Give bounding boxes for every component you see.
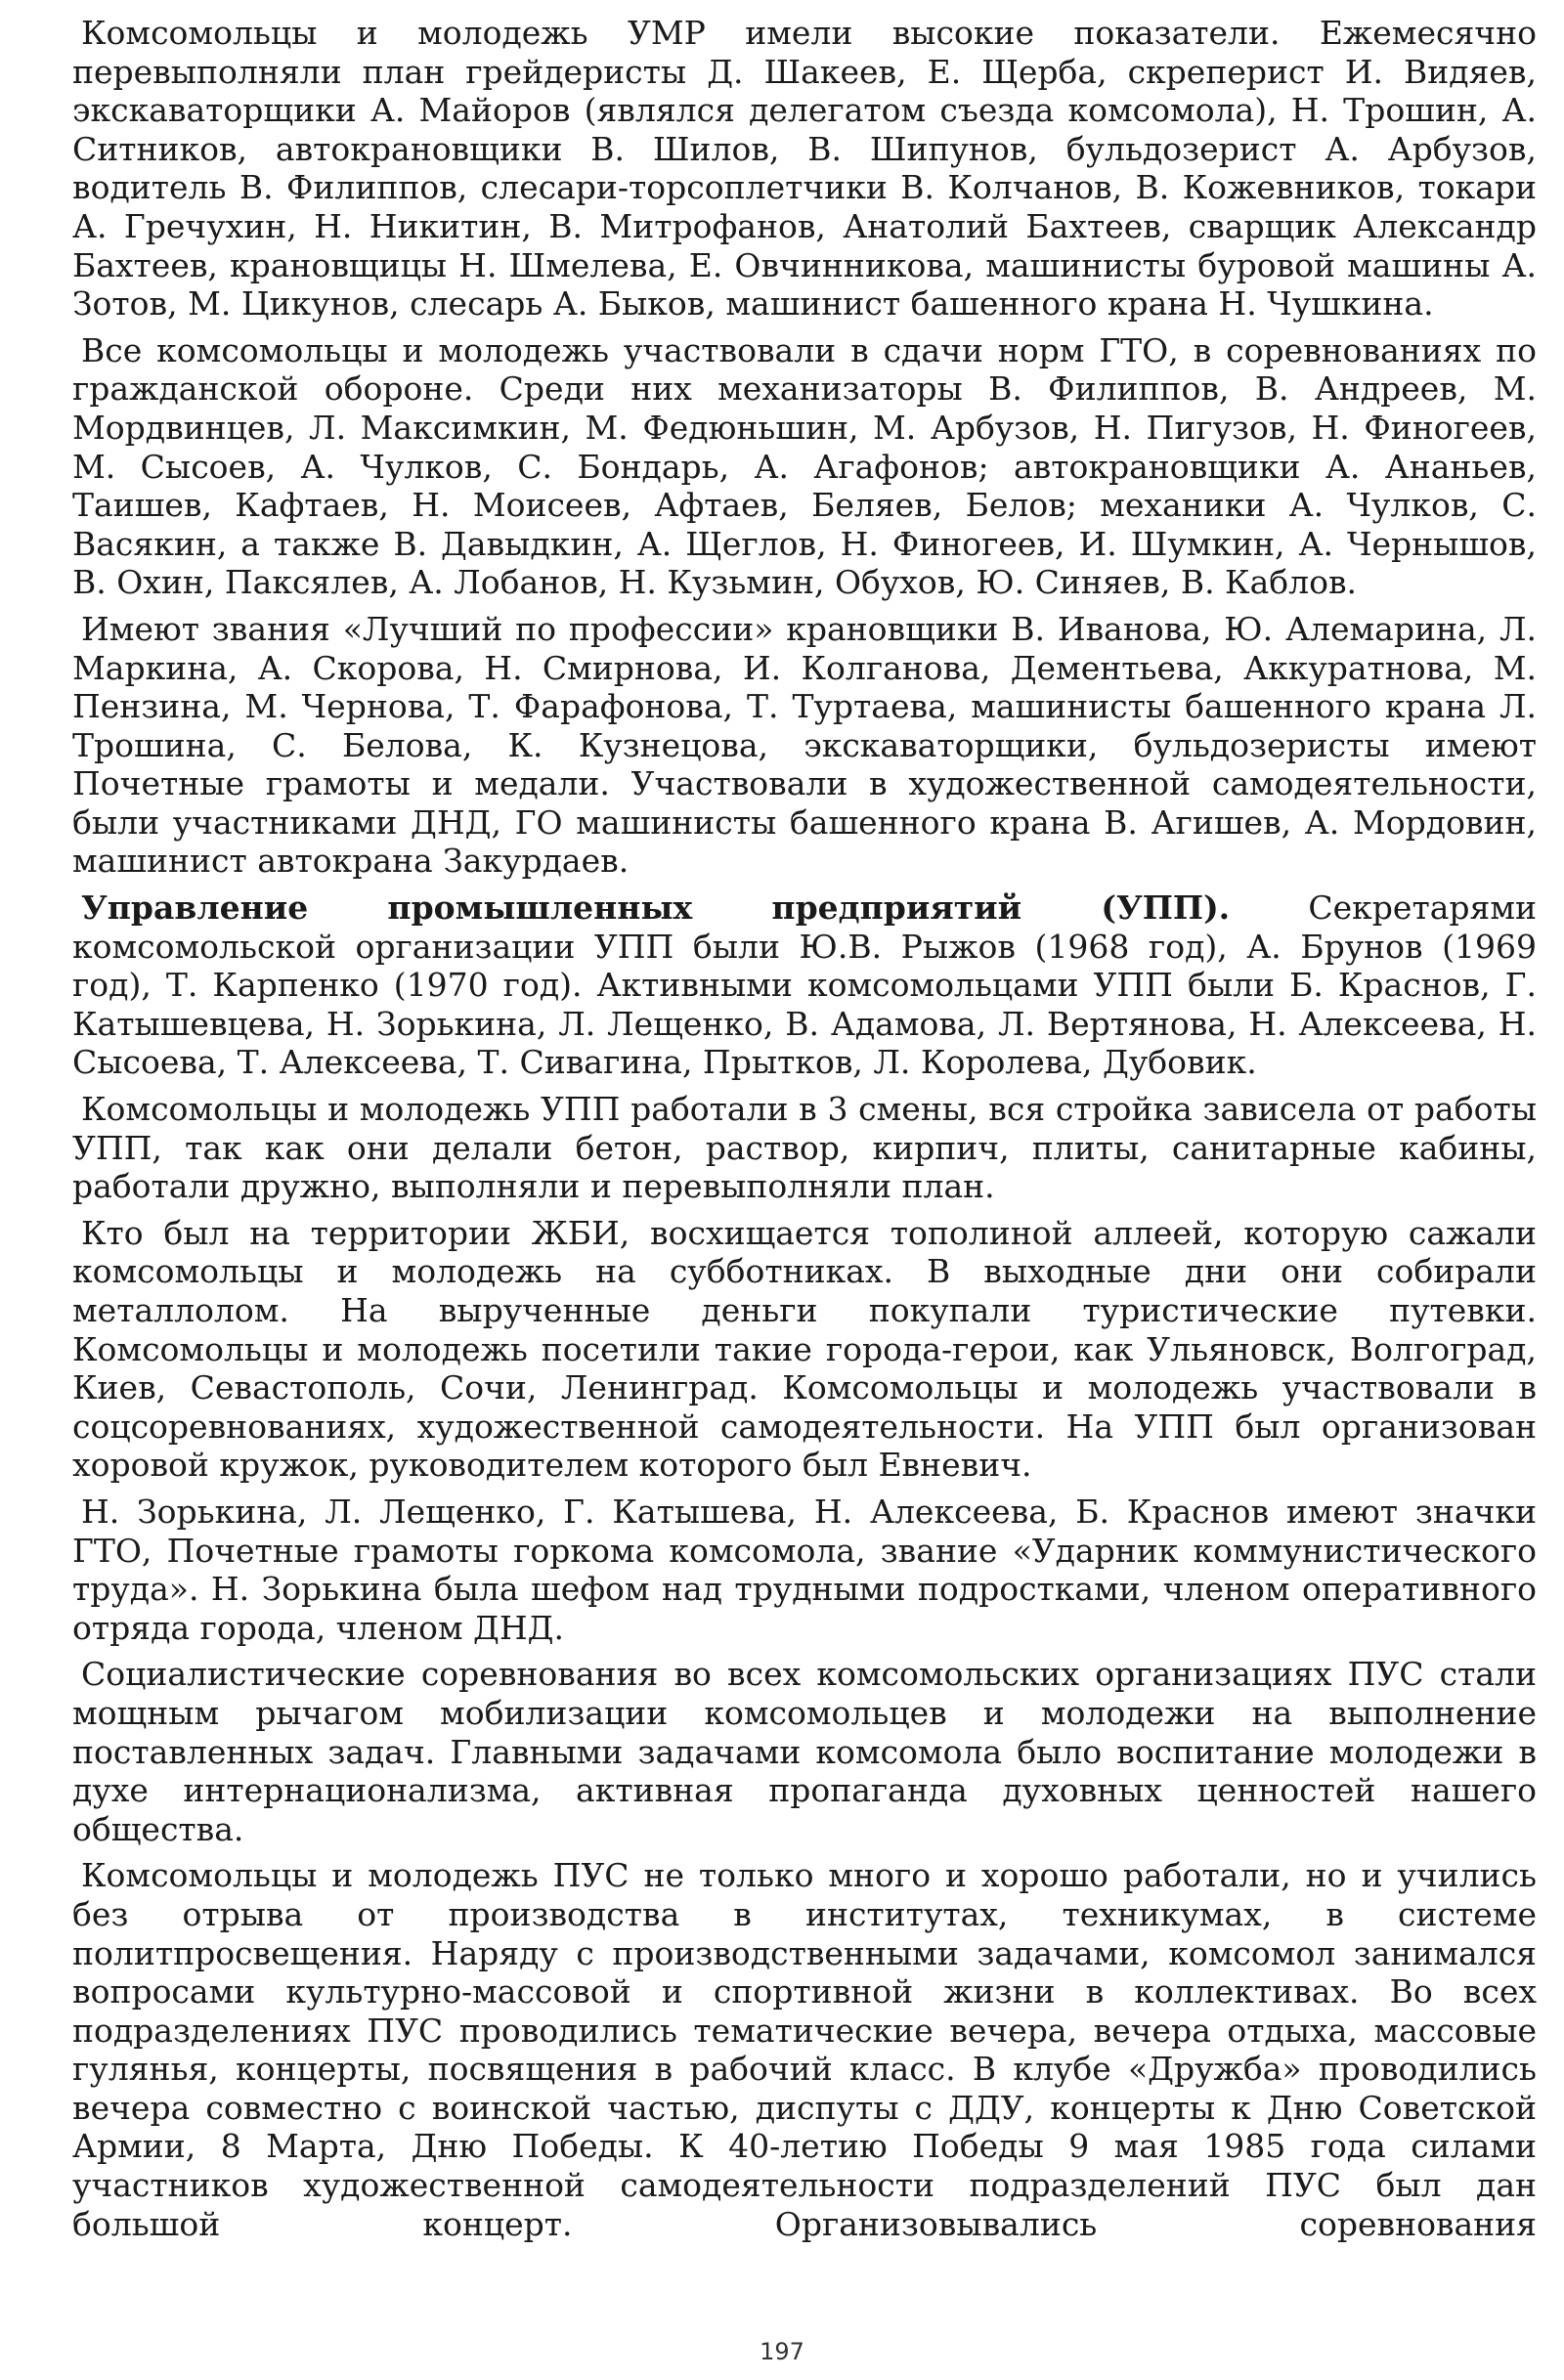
section-heading-upp: Управление промышленных предприятий (УПП). <box>81 888 1231 928</box>
paragraph-gto-participants: Все комсомольцы и молодежь участвовали в сдачи норм ГТО, в соревнованиях по гражданской обороне. Среди них механизаторы В. Филиппов, В. Андреев, М. Мордвинцев, Л. Максимкин, М. Федюньшин, М. Арбузов, Н. Пигузов, Н. Финогеев, М. Сысоев, А. Чулков, С. Бондарь, А. Агафонов; автокрановщики А. Ананьев, Таишев, Кафтаев, Н. Моисеев, Афтаев, Беляев, Белов; механики А. Чулков, С. Васякин, а также В. Давыдкин, А. Щеглов, Н. Финогеев, И. Шумкин, А. Чернышов, В. Охин, Паксялев, А. Лобанов, Н. Кузьмин, Обухов, Ю. Синяев, В. Каблов. <box>72 330 1537 602</box>
paragraph-upp-secretaries-text: Секретарями комсомольской организации УПП были Ю.В. Рыжов (1968 год), А. Брунов (1969 год), Т. Карпенко (1970 год). Активными комсомольцами УПП были Б. Краснов, Г. Катышевцева, Н. Зорькина, Л. Лещенко, В. Адамова, Л. Вертянова, Н. Алексеева, Н. Сысоева, Т. Алексеева, Т. Сивагина, Прытков, Л. Королева, Дубовик. <box>72 888 1537 1082</box>
paragraph-umr-achievements: Комсомольцы и молодежь УМР имели высокие показатели. Ежемесячно перевыполняли план грейдеристы Д. Шакеев, Е. Щерба, скреперист И. Видяев, экскаваторщики А. Майоров (являлся делегатом съезда комсомола), Н. Трошин, А. Ситников, автокрановщики В. Шилов, В. Шипунов, бульдозерист А. Арбузов, водитель В. Филиппов, слесари-торсоплетчики В. Колчанов, В. Кожевников, токари А. Гречухин, Н. Никитин, В. Митрофанов, Анатолий Бахтеев, сварщик Александр Бахтеев, крановщицы Н. Шмелева, Е. Овчинникова, машинисты буровой машины А. Зотов, М. Цикунов, слесарь А. Быков, машинист башенного крана Н. Чушкина. <box>72 14 1537 324</box>
paragraph-socialist-competitions: Социалистические соревнования во всех комсомольских организациях ПУС стали мощным рычагом мобилизации комсомольцев и молодежи на выполнение поставленных задач. Главными задачами комсомола было воспитание молодежи в духе интернационализма, активная пропаганда духовных ценностей нашего общества. <box>72 1655 1537 1848</box>
paragraph-zhbi-alley: Кто был на территории ЖБИ, восхищается тополиной аллеей, которую сажали комсомольцы и молодежь на субботниках. В выходные дни они собирали металлолом. На вырученные деньги покупали туристические путевки. Комсомольцы и молодежь посетили такие города-герои, как Ульяновск, Волгоград, Киев, Севастополь, Сочи, Ленинград. Комсомольцы и молодежь участвовали в соцсоревнованиях, художественной самодеятельности. На УПП был организован хоровой кружок, руководителем которого был Евневич. <box>72 1213 1537 1485</box>
paragraph-best-in-profession: Имеют звания «Лучший по профессии» крановщики В. Иванова, Ю. Алемарина, Л. Маркина, А. Скорова, Н. Смирнова, И. Колганова, Дементьева, Аккуратнова, М. Пензина, М. Чернова, Т. Фарафонова, Т. Туртаева, машинисты башенного крана Л. Трошина, С. Белова, К. Кузнецова, экскаваторщики, бульдозеристы имеют Почетные грамоты и медали. Участвовали в художественной самодеятельности, были участниками ДНД, ГО машинисты башенного крана В. Агишев, А. Мордовин, машинист автокрана Закурдаев. <box>72 609 1537 881</box>
paragraph-upp-secretaries <box>72 888 1537 1082</box>
paragraph-upp-shifts: Комсомольцы и молодежь УПП работали в 3 смены, вся стройка зависела от работы УПП, так как они делали бетон, раствор, кирпич, плиты, санитарные кабины, работали дружно, выполняли и перевыполняли план. <box>72 1090 1537 1206</box>
page-number: 197 <box>760 2338 804 2365</box>
paragraph-education-culture: Комсомольцы и молодежь ПУС не только много и хорошо работали, но и учились без отрыва от производства в институтах, техникумах, в системе политпросвещения. Наряду с производственными задачами, комсомол занимался вопросами культурно-массовой и спортивной жизни в коллективах. Во всех подразделениях ПУС проводились тематические вечера, вечера отдыха, массовые гулянья, концерты, посвящения в рабочий класс. В клубе «Дружба» проводились вечера совместно с воинской частью, диспуты с ДДУ, концерты к Дню Советской Армии, 8 Марта, Дню Победы. К 40-летию Победы 9 мая 1985 года силами участников художественной самодеятельности подразделений ПУС был дан большой концерт. Организовывались соревнования <box>72 1856 1537 2243</box>
page-body <box>72 14 1537 2251</box>
paragraph-awards: Н. Зорькина, Л. Лещенко, Г. Катышева, Н. Алексеева, Б. Краснов имеют значки ГТО, Почетные грамоты горкома комсомола, звание «Ударник коммунистического труда». Н. Зорькина была шефом над трудными подростками, членом оперативного отряда города, членом ДНД. <box>72 1492 1537 1647</box>
